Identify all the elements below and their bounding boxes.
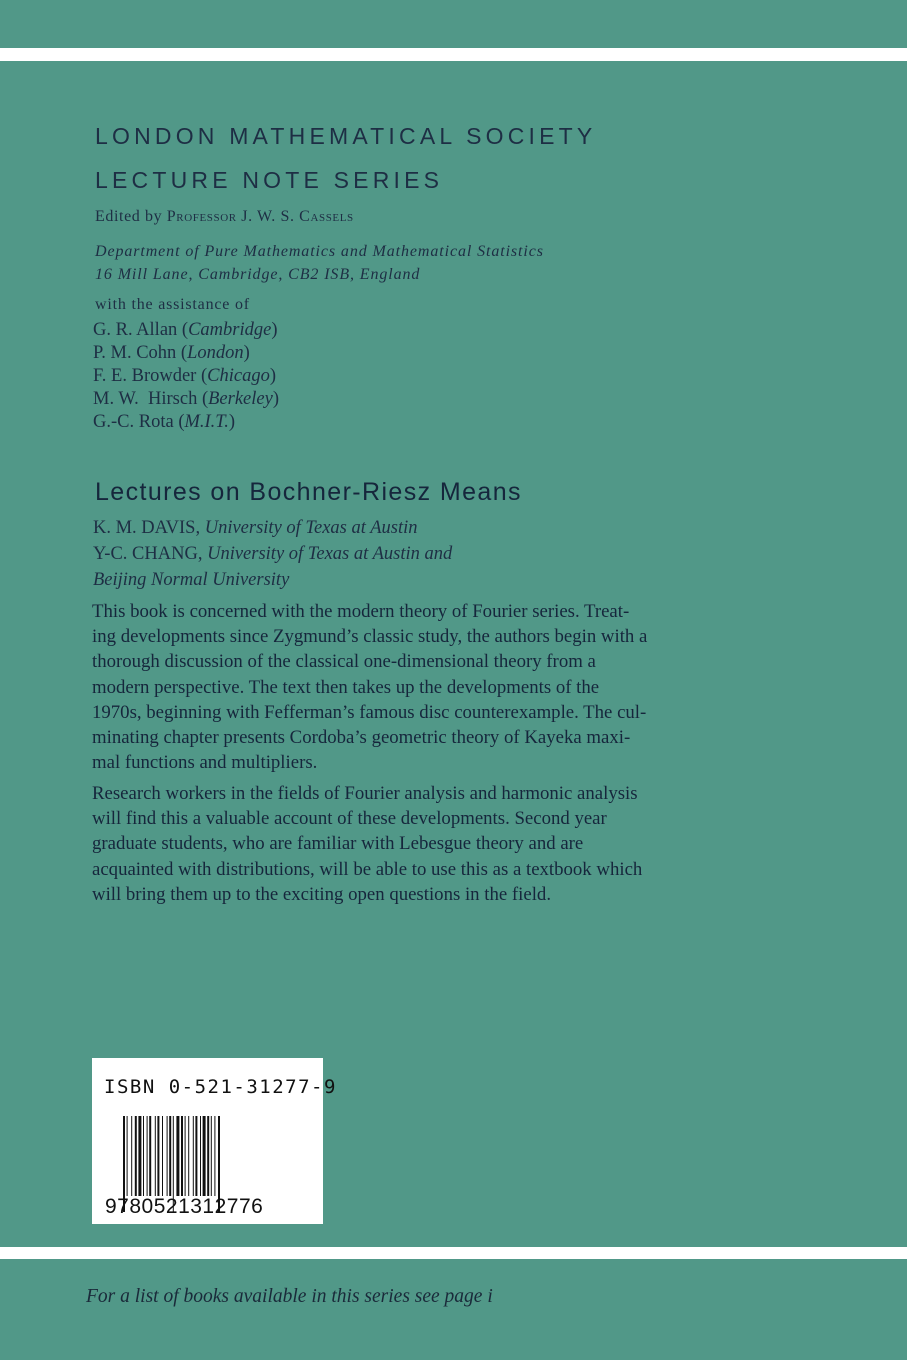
isbn-label: ISBN 0-521-31277-9 bbox=[104, 1076, 337, 1098]
barcode-bar bbox=[211, 1116, 212, 1196]
department-address bbox=[95, 240, 544, 286]
assistance-label: with the assistance of bbox=[95, 296, 250, 313]
barcode-bar bbox=[181, 1116, 183, 1196]
barcode-bar bbox=[143, 1116, 144, 1196]
barcode-bar bbox=[167, 1116, 168, 1196]
desc-line: This book is concerned with the modern theory of Fourier series. Treat- bbox=[92, 601, 630, 622]
desc-line: acquainted with distributions, will be able to use this as a textbook which bbox=[92, 858, 643, 880]
barcode-bar bbox=[135, 1116, 137, 1196]
barcode-bar bbox=[155, 1116, 156, 1196]
barcode-bar bbox=[214, 1116, 215, 1196]
author-affiliation: University of Texas at Austin bbox=[204, 518, 418, 538]
assistant-name: F. E. Browder bbox=[93, 366, 197, 386]
desc-line: Research workers in the fields of Fourier analysis and harmonic analysis bbox=[92, 783, 638, 804]
desc-line: modern perspective. The text then takes up the developments of the bbox=[92, 676, 600, 698]
author-name: Y-C. CHANG bbox=[93, 544, 198, 564]
assistant-row: M. W. Hirsch (Berkeley) bbox=[93, 389, 279, 409]
barcode-bar bbox=[176, 1116, 179, 1196]
assistant-name: P. M. Cohn bbox=[93, 343, 177, 363]
description-para1 bbox=[92, 599, 702, 775]
barcode-bar bbox=[188, 1116, 189, 1196]
description-para2 bbox=[92, 781, 702, 907]
desc-line: will find this a valuable account of these developments. Second year bbox=[92, 808, 607, 830]
assistant-row: G. R. Allan (Cambridge) bbox=[93, 320, 278, 340]
barcode-bar bbox=[207, 1116, 209, 1196]
author-affiliation-cont-text: Beijing Normal University bbox=[93, 570, 290, 590]
barcode-bar bbox=[147, 1116, 148, 1196]
bottom-stripe bbox=[0, 1247, 907, 1259]
authors-block bbox=[93, 515, 452, 593]
barcode-bar bbox=[149, 1116, 151, 1196]
assistant-name: G. R. Allan bbox=[93, 320, 178, 340]
barcode-bar bbox=[162, 1116, 163, 1196]
assistants-list bbox=[93, 319, 279, 434]
series-title-line2: LECTURE NOTE SERIES bbox=[95, 167, 444, 193]
desc-line: thorough discussion of the classical one-dimensional theory from a bbox=[92, 651, 596, 673]
assistant-place: Berkeley bbox=[208, 389, 273, 409]
assistant-place: Chicago bbox=[207, 366, 270, 386]
barcode-bar bbox=[200, 1116, 201, 1196]
barcode-bar bbox=[131, 1116, 132, 1196]
barcode-bar bbox=[185, 1116, 186, 1196]
assistant-name: G.-C. Rota bbox=[93, 412, 174, 432]
desc-line: 1970s, beginning with Fefferman’s famous disc counterexample. The cul- bbox=[92, 701, 647, 723]
barcode-bar bbox=[203, 1116, 206, 1196]
series-title-line1: LONDON MATHEMATICAL SOCIETY bbox=[95, 123, 597, 149]
barcode-bar bbox=[138, 1116, 141, 1196]
desc-line: minating chapter presents Cordoba’s geometric theory of Kayeka maxi- bbox=[92, 727, 631, 749]
assistant-place: London bbox=[187, 343, 244, 363]
editor-credit bbox=[95, 208, 354, 226]
barcode-bar bbox=[157, 1116, 159, 1196]
desc-line: graduate students, who are familiar with Lebesgue theory and are bbox=[92, 833, 584, 855]
assistant-row: G.-C. Rota (M.I.T.) bbox=[93, 412, 236, 432]
footer-note: For a list of books available in this series see page i bbox=[86, 1286, 493, 1307]
author-affiliation: University of Texas at Austin and bbox=[207, 544, 453, 564]
assistant-place: Cambridge bbox=[188, 320, 272, 340]
department-line1: Department of Pure Mathematics and Mathematical Statistics bbox=[95, 243, 544, 260]
author-affiliation-cont bbox=[93, 567, 452, 593]
assistant-place: M.I.T. bbox=[184, 412, 229, 432]
barcode-graphic bbox=[92, 1058, 323, 1224]
barcode-bar bbox=[127, 1116, 128, 1196]
author-name: K. M. DAVIS bbox=[93, 518, 196, 538]
author-row: K. M. DAVIS, University of Texas at Austin bbox=[93, 518, 418, 538]
barcode-bar bbox=[195, 1116, 197, 1196]
editor-name: Professor J. W. S. Cassels bbox=[166, 208, 354, 225]
barcode-bar bbox=[193, 1116, 194, 1196]
book-title: Lectures on Bochner-Riesz Means bbox=[95, 478, 522, 506]
author-row: Y-C. CHANG, University of Texas at Austin and bbox=[93, 544, 453, 564]
barcode-digits: 9780521312776 bbox=[105, 1195, 264, 1218]
desc-line: mal functions and multipliers. bbox=[92, 752, 318, 774]
desc-line: will bring them up to the exciting open questions in the field. bbox=[92, 883, 552, 905]
barcode-bar bbox=[169, 1116, 171, 1196]
assistant-row: P. M. Cohn (London) bbox=[93, 343, 250, 363]
editor-prefix: Edited by bbox=[95, 208, 167, 225]
top-stripe bbox=[0, 48, 907, 61]
assistant-name: M. W. Hirsch bbox=[93, 389, 198, 409]
isbn-barcode-box bbox=[92, 1058, 337, 1224]
department-line2: 16 Mill Lane, Cambridge, CB2 ISB, England bbox=[95, 266, 421, 283]
assistant-row: F. E. Browder (Chicago) bbox=[93, 366, 277, 386]
desc-line: ing developments since Zygmund’s classic study, the authors begin with a bbox=[92, 626, 648, 648]
